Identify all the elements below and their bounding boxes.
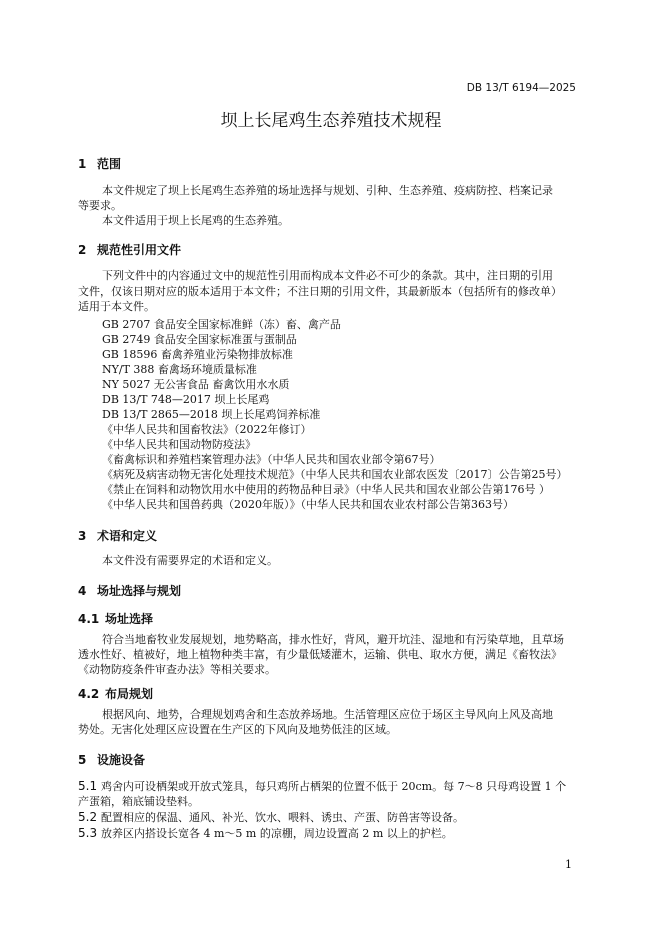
- clause-number: 5.1: [78, 779, 98, 793]
- reference-item: GB 2707 食品安全国家标准鲜（冻）畜、禽产品: [102, 318, 341, 331]
- section-4-heading: [78, 582, 181, 599]
- clause-5-2: [78, 809, 464, 825]
- reference-item: 《中华人民共和国兽药典（2020年版）》（中华人民共和国农业农村部公告第363号）: [102, 498, 514, 511]
- page-number: 1: [565, 858, 572, 871]
- paragraph-line: 透水性好、植被好，地上植物种类丰富，有少量低矮灌木，运输、供电、取水方便，满足《畜牧法》: [78, 648, 562, 661]
- reference-item: 《病死及病害动物无害化处理技术规范》（中华人民共和国农业部农医发〔2017〕公告第25号）: [102, 468, 568, 481]
- section-title: 场址选择: [105, 612, 154, 626]
- paragraph-line: 文件，仅该日期对应的版本适用于本文件；不注日期的引用文件，其最新版本（包括所有的修改单）: [78, 285, 562, 298]
- reference-item: DB 13/T 2865—2018 坝上长尾鸡饲养标准: [102, 408, 321, 421]
- clause-5-1: [78, 778, 566, 794]
- paragraph-line: 本文件没有需要界定的术语和定义。: [102, 554, 278, 567]
- reference-item: 《中华人民共和国畜牧法》（2022年修订）: [102, 423, 312, 436]
- section-number: 4.2: [78, 687, 100, 701]
- section-3-heading: [78, 527, 157, 544]
- clause-5-3: [78, 825, 453, 841]
- section-number: 4.1: [78, 612, 100, 626]
- section-4-1-heading: [78, 610, 153, 627]
- paragraph-line: 下列文件中的内容通过文中的规范性引用而构成本文件必不可少的条款。其中，注日期的引用: [102, 269, 553, 282]
- reference-item: 《禁止在饲料和动物饮用水中使用的药物品种目录》（中华人民共和国农业部公告第176号 ）: [102, 483, 550, 496]
- section-title: 场址选择与规划: [97, 584, 182, 598]
- clause-text: 鸡舍内可设栖架或开放式笼具，每只鸡所占栖架的位置不低于 20cm。每 7～8 只母鸡设置 1 个: [101, 780, 567, 793]
- standard-number: DB 13/T 6194—2025: [466, 82, 576, 94]
- reference-item: 《畜禽标识和养殖档案管理办法》（中华人民共和国农业部令第67号）: [102, 453, 441, 466]
- clause-text: 配置相应的保温、通风、补光、饮水、喂料、诱虫、产蛋、防兽害等设备。: [101, 811, 464, 824]
- reference-item: NY/T 388 畜禽场环境质量标准: [102, 363, 257, 376]
- reference-item: DB 13/T 748—2017 坝上长尾鸡: [102, 393, 270, 406]
- paragraph-line: 符合当地畜牧业发展规划，地势略高，排水性好，背风，避开坑洼、湿地和有污染草地，且草场: [102, 633, 564, 646]
- paragraph-line: 本文件适用于坝上长尾鸡的生态养殖。: [102, 214, 289, 227]
- document-title: 坝上长尾鸡生态养殖技术规程: [220, 111, 442, 131]
- section-title: 布局规划: [105, 687, 154, 701]
- section-number: 4: [78, 584, 87, 598]
- section-number: 1: [78, 157, 87, 171]
- paragraph-line: 产蛋箱，箱底铺设垫料。: [78, 795, 199, 808]
- reference-item: GB 18596 畜禽养殖业污染物排放标准: [102, 348, 293, 361]
- section-title: 术语和定义: [97, 529, 158, 543]
- clause-text: 放养区内搭设长宽各 4 m～5 m 的凉棚，周边设置高 2 m 以上的护栏。: [101, 827, 453, 840]
- clause-number: 5.3: [78, 826, 98, 840]
- reference-item: NY 5027 无公害食品 畜禽饮用水水质: [102, 378, 290, 391]
- reference-item: 《中华人民共和国动物防疫法》: [102, 438, 256, 451]
- section-number: 2: [78, 243, 87, 257]
- paragraph-line: 等要求。: [78, 199, 122, 212]
- paragraph-line: 根据风向、地势，合理规划鸡舍和生态放养场地。生活管理区应位于场区主导风向上风及高地: [102, 708, 553, 721]
- section-number: 3: [78, 529, 87, 543]
- section-number: 5: [78, 753, 87, 767]
- clause-number: 5.2: [78, 810, 98, 824]
- section-2-heading: [78, 241, 181, 258]
- paragraph-line: 本文件规定了坝上长尾鸡生态养殖的场址选择与规划、引种、生态养殖、疫病防控、档案记录: [102, 184, 553, 197]
- paragraph-line: 势处。无害化处理区应设置在生产区的下风向及地势低洼的区域。: [78, 723, 397, 736]
- section-title: 设施设备: [97, 753, 146, 767]
- section-5-heading: [78, 751, 145, 768]
- reference-item: GB 2749 食品安全国家标准蛋与蛋制品: [102, 333, 297, 346]
- paragraph-line: 《动物防疫条件审查办法》等相关要求。: [78, 663, 276, 676]
- section-4-2-heading: [78, 685, 153, 702]
- section-1-heading: [78, 155, 121, 172]
- section-title: 范围: [97, 157, 122, 171]
- paragraph-line: 适用于本文件。: [78, 300, 155, 313]
- section-title: 规范性引用文件: [97, 243, 182, 257]
